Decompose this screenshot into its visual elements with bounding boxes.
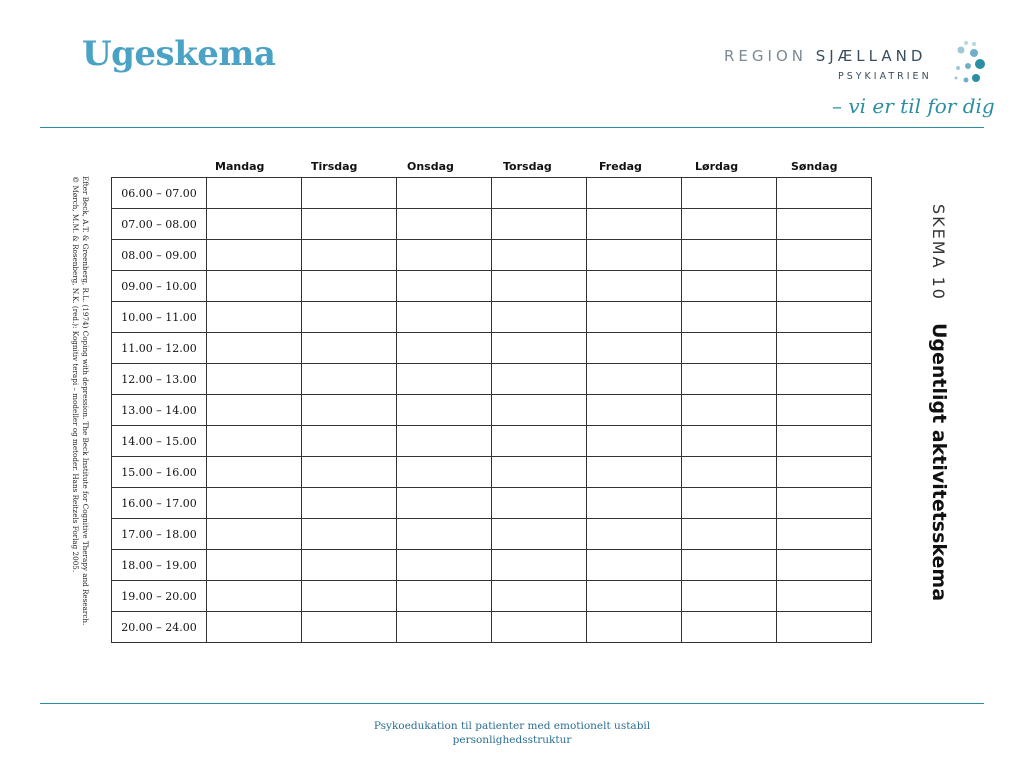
activity-cell xyxy=(492,612,587,643)
activity-cell xyxy=(207,581,302,612)
activity-cell xyxy=(777,240,872,271)
region-logo xyxy=(718,40,995,126)
activity-cell xyxy=(207,302,302,333)
activity-cell xyxy=(207,333,302,364)
schedule-name: Ugentligt aktivitetsskema xyxy=(928,322,950,602)
activity-cell xyxy=(302,209,397,240)
activity-cell xyxy=(492,364,587,395)
activity-cell xyxy=(777,519,872,550)
activity-cell xyxy=(492,519,587,550)
table-row xyxy=(112,302,872,333)
schedule-label xyxy=(928,204,950,601)
activity-cell xyxy=(302,457,397,488)
time-slot-label: 08.00 – 09.00 xyxy=(112,240,207,271)
table-row xyxy=(112,519,872,550)
activity-cell xyxy=(207,271,302,302)
activity-cell xyxy=(302,364,397,395)
activity-cell xyxy=(397,302,492,333)
activity-cell xyxy=(682,395,777,426)
activity-cell xyxy=(207,178,302,209)
activity-cell xyxy=(302,178,397,209)
activity-cell xyxy=(587,395,682,426)
activity-cell xyxy=(682,519,777,550)
footer-line-2: personlighedsstruktur xyxy=(452,734,572,746)
time-slot-label: 18.00 – 19.00 xyxy=(112,550,207,581)
activity-cell xyxy=(492,240,587,271)
weekly-schedule-table xyxy=(111,177,872,643)
footer-line-1: Psykoedukation til patienter med emotionelt ustabil xyxy=(373,720,651,732)
activity-cell xyxy=(207,550,302,581)
activity-cell xyxy=(587,209,682,240)
time-slot-label: 16.00 – 17.00 xyxy=(112,488,207,519)
activity-cell xyxy=(207,488,302,519)
day-header: Torsdag xyxy=(503,160,552,173)
logo-slogan: – vi er til for dig xyxy=(832,94,995,118)
activity-cell xyxy=(302,271,397,302)
activity-cell xyxy=(682,612,777,643)
activity-cell xyxy=(587,488,682,519)
activity-cell xyxy=(492,395,587,426)
activity-cell xyxy=(302,302,397,333)
activity-cell xyxy=(587,364,682,395)
time-slot-label: 19.00 – 20.00 xyxy=(112,581,207,612)
activity-cell xyxy=(397,271,492,302)
activity-cell xyxy=(682,426,777,457)
time-slot-label: 06.00 – 07.00 xyxy=(112,178,207,209)
footer-divider xyxy=(40,703,984,704)
header-divider xyxy=(40,127,984,128)
activity-cell xyxy=(777,178,872,209)
activity-cell xyxy=(207,612,302,643)
day-header: Søndag xyxy=(791,160,838,173)
activity-cell xyxy=(207,519,302,550)
activity-cell xyxy=(777,550,872,581)
day-header: Lørdag xyxy=(695,160,739,173)
table-row xyxy=(112,364,872,395)
activity-cell xyxy=(397,209,492,240)
activity-cell xyxy=(682,457,777,488)
activity-cell xyxy=(397,612,492,643)
table-row xyxy=(112,581,872,612)
footer xyxy=(0,719,1024,747)
day-header: Tirsdag xyxy=(311,160,358,173)
activity-cell xyxy=(492,426,587,457)
table-row xyxy=(112,271,872,302)
activity-cell xyxy=(682,178,777,209)
table-row xyxy=(112,395,872,426)
activity-cell xyxy=(777,364,872,395)
activity-cell xyxy=(302,333,397,364)
time-slot-label: 15.00 – 16.00 xyxy=(112,457,207,488)
activity-cell xyxy=(777,581,872,612)
activity-cell xyxy=(207,209,302,240)
activity-cell xyxy=(492,209,587,240)
activity-cell xyxy=(777,612,872,643)
day-header: Mandag xyxy=(215,160,265,173)
day-header: Onsdag xyxy=(407,160,454,173)
activity-cell xyxy=(397,240,492,271)
activity-cell xyxy=(397,488,492,519)
activity-cell xyxy=(207,457,302,488)
activity-cell xyxy=(587,302,682,333)
activity-cell xyxy=(587,240,682,271)
activity-cell xyxy=(777,209,872,240)
activity-cell xyxy=(397,395,492,426)
activity-cell xyxy=(587,271,682,302)
table-row xyxy=(112,550,872,581)
activity-cell xyxy=(207,364,302,395)
activity-cell xyxy=(207,240,302,271)
table-row xyxy=(112,333,872,364)
activity-cell xyxy=(302,519,397,550)
activity-cell xyxy=(587,581,682,612)
table-row xyxy=(112,612,872,643)
activity-cell xyxy=(302,395,397,426)
time-slot-label: 09.00 – 10.00 xyxy=(112,271,207,302)
source-credit: Efter Beck, A.T. & Greenberg, R.L. (1974) Coping with depression. The Beck Institute for Cognitive Therapy and Research. © Mørch, M.M. & Rosenberg, N.K. (red.): Kognitiv terapi – modeller og metoder. Hans Reitzels Forlag 2005. xyxy=(71,176,90,626)
time-slot-label: 12.00 – 13.00 xyxy=(112,364,207,395)
logo-division-text: PSYKIATRIEN xyxy=(838,71,932,82)
logo-region-text: REGION SJÆLLAND xyxy=(724,47,927,65)
activity-cell xyxy=(777,302,872,333)
activity-cell xyxy=(492,178,587,209)
day-header: Fredag xyxy=(599,160,642,173)
activity-cell xyxy=(587,178,682,209)
activity-cell xyxy=(777,488,872,519)
activity-cell xyxy=(302,426,397,457)
activity-cell xyxy=(682,209,777,240)
activity-cell xyxy=(682,581,777,612)
activity-cell xyxy=(492,581,587,612)
activity-cell xyxy=(587,333,682,364)
activity-cell xyxy=(397,581,492,612)
activity-cell xyxy=(777,333,872,364)
activity-cell xyxy=(777,457,872,488)
activity-cell xyxy=(397,457,492,488)
activity-cell xyxy=(207,426,302,457)
time-slot-label: 07.00 – 08.00 xyxy=(112,209,207,240)
time-slot-label: 11.00 – 12.00 xyxy=(112,333,207,364)
schedule-number: SKEMA 10 xyxy=(929,204,948,301)
activity-cell xyxy=(492,457,587,488)
activity-cell xyxy=(777,271,872,302)
time-slot-label: 20.00 – 24.00 xyxy=(112,612,207,643)
activity-cell xyxy=(777,395,872,426)
activity-cell xyxy=(587,612,682,643)
activity-cell xyxy=(492,271,587,302)
activity-cell xyxy=(682,488,777,519)
activity-cell xyxy=(777,426,872,457)
activity-cell xyxy=(492,488,587,519)
activity-cell xyxy=(397,426,492,457)
activity-cell xyxy=(397,178,492,209)
activity-cell xyxy=(682,302,777,333)
table-row xyxy=(112,240,872,271)
activity-cell xyxy=(397,364,492,395)
activity-cell xyxy=(682,240,777,271)
table-row xyxy=(112,209,872,240)
activity-cell xyxy=(587,426,682,457)
activity-cell xyxy=(397,333,492,364)
activity-cell xyxy=(302,488,397,519)
time-slot-label: 17.00 – 18.00 xyxy=(112,519,207,550)
activity-cell xyxy=(682,271,777,302)
activity-cell xyxy=(682,364,777,395)
table-row xyxy=(112,488,872,519)
activity-cell xyxy=(302,240,397,271)
activity-cell xyxy=(682,550,777,581)
activity-cell xyxy=(207,395,302,426)
table-row xyxy=(112,457,872,488)
time-slot-label: 13.00 – 14.00 xyxy=(112,395,207,426)
activity-cell xyxy=(397,550,492,581)
time-slot-label: 10.00 – 11.00 xyxy=(112,302,207,333)
activity-cell xyxy=(587,519,682,550)
activity-cell xyxy=(492,550,587,581)
activity-cell xyxy=(302,581,397,612)
time-slot-label: 14.00 – 15.00 xyxy=(112,426,207,457)
page-title: Ugeskema xyxy=(82,34,276,74)
activity-cell xyxy=(302,550,397,581)
activity-cell xyxy=(492,333,587,364)
table-row xyxy=(112,426,872,457)
table-row xyxy=(112,178,872,209)
activity-cell xyxy=(682,333,777,364)
activity-cell xyxy=(397,519,492,550)
activity-cell xyxy=(587,550,682,581)
activity-cell xyxy=(492,302,587,333)
logo-dots-icon xyxy=(944,40,988,96)
activity-cell xyxy=(587,457,682,488)
activity-cell xyxy=(302,612,397,643)
